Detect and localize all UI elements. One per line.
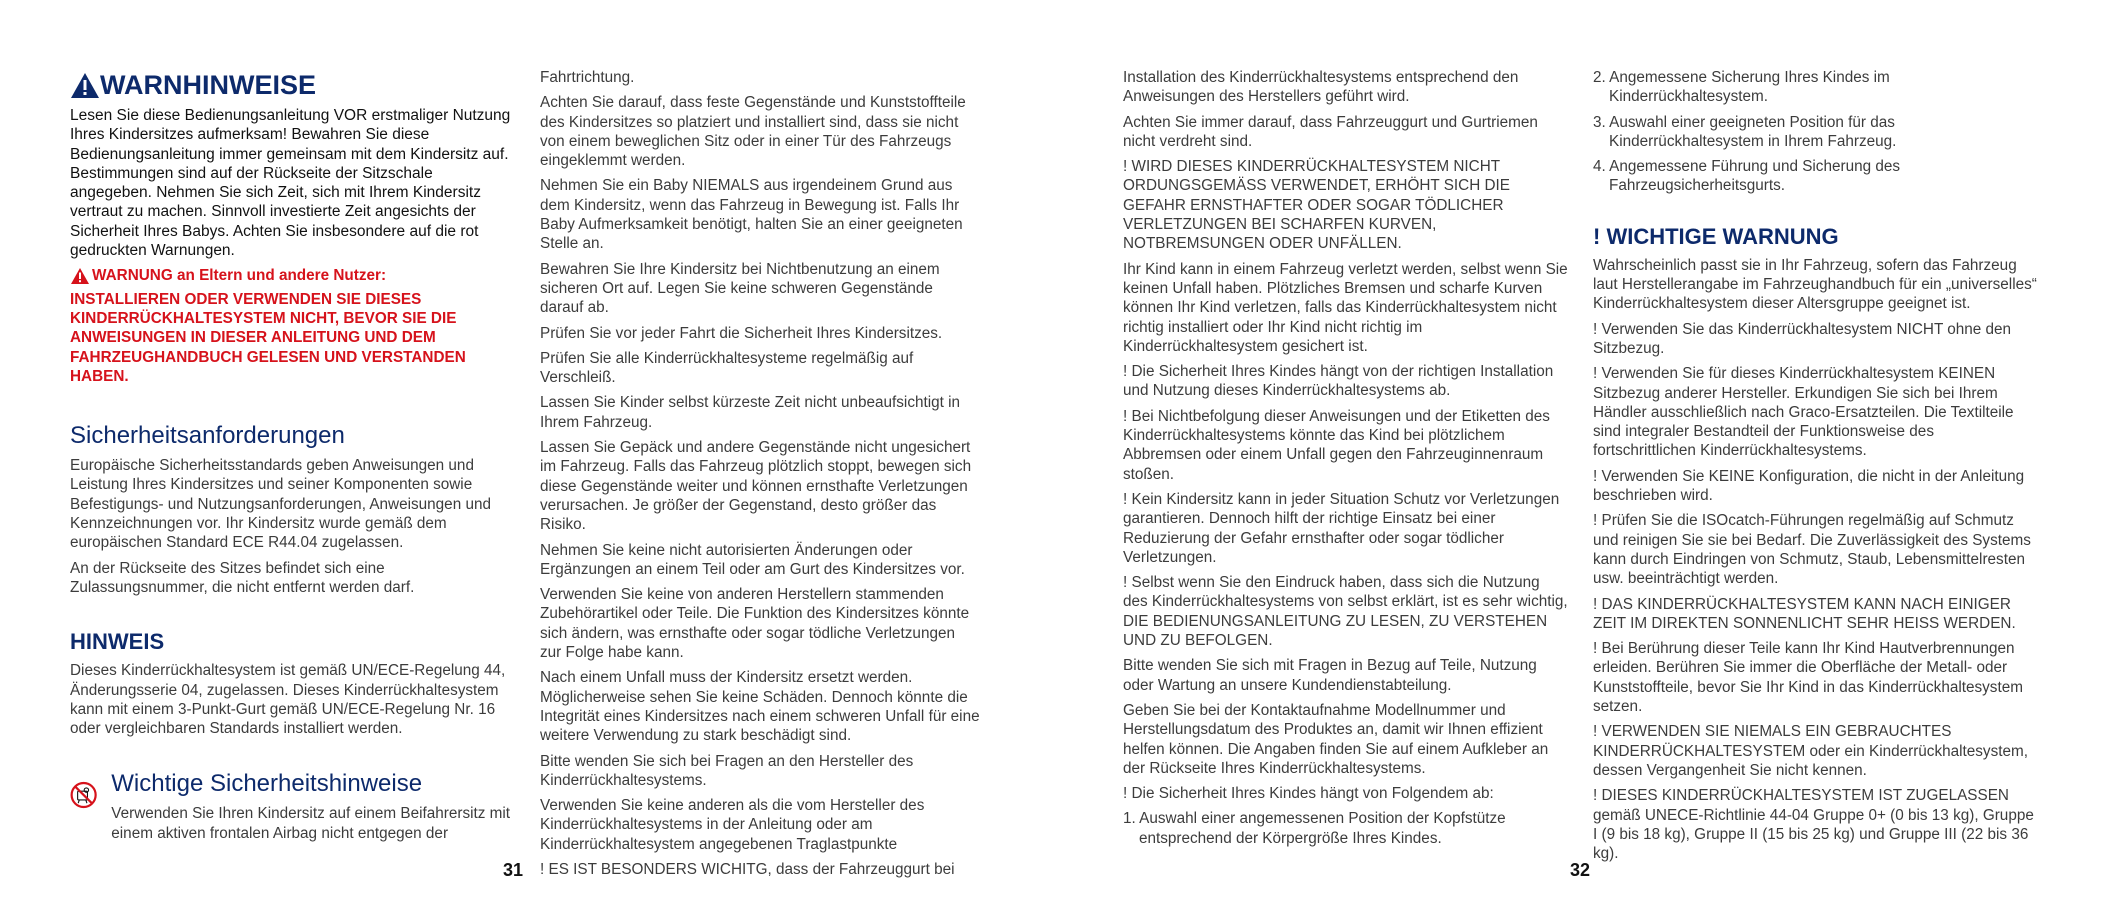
sicherheit-paragraph-1: Europäische Sicherheitsstandards geben Anweisungen und Leistung Ihres Kindersitzes und seiner Komponenten sowie Befestigungs- und Nutzungsanforderungen, Anweisungen und Kennzeichnungen vor. Ihr Kindersitz wurde gemäß dem europäischen Standard ECE R44.04 zugelassen. — [70, 457, 491, 552]
paragraph: Lassen Sie Kinder selbst kürzeste Zeit nicht unbeaufsichtigt in Ihrem Fahrzeug. — [540, 394, 961, 431]
wichtige-warnung-heading: ! WICHTIGE WARNUNG — [1593, 223, 1839, 249]
paragraph: ! Bei Nichtbefolgung dieser Anweisungen und der Etiketten des Kinderrückhaltesystems könnte das Kind bei plötzlichem Abbremsen oder einem Unfall gegen den Fahrzeuginnenraum stoßen. — [1123, 407, 1550, 483]
paragraph: Nach einem Unfall muss der Kindersitz ersetzt werden. Möglicherweise sehen Sie keine Schäden. Dennoch könnte die Integrität eines Kindersitzes nach einem schweren Unfall für eine weitere Verwendung zu stark beschädigt sind. — [540, 669, 980, 745]
paragraph: Wahrscheinlich passt sie in Ihr Fahrzeug, sofern das Fahrzeug laut Herstellerangabe im Fahrzeughandbuch für ein „universelles“ Kinderrückhaltesystem dieser Altersgruppe geeignet ist. — [1593, 256, 2037, 313]
page-number-right: 32 — [1570, 860, 1591, 880]
no-airbag-icon — [70, 770, 97, 820]
wichtige-paragraph: Verwenden Sie Ihren Kindersitz auf einem Beifahrersitz mit einem aktiven frontalen Airbag nicht entgegen der — [111, 805, 511, 842]
list-item: 3. Auswahl einer geeigneten Position für das Kinderrückhaltesystem in Ihrem Fahrzeug. — [1593, 113, 1897, 150]
paragraph: Ihr Kind kann in einem Fahrzeug verletzt werden, selbst wenn Sie keinen Unfall haben. Plötzliches Bremsen und scharfe Kurven können Ihr Kind verletzen, falls das Kinderrückhaltesystem nicht richtig installiert oder Ihr Kind nicht richtig im Kinderrückhaltesystem gesichert ist. — [1123, 260, 1568, 355]
paragraph: ! Verwenden Sie KEINE Konfiguration, die nicht in der Anleitung beschrieben wird. — [1593, 467, 2025, 505]
paragraph: Achten Sie immer darauf, dass Fahrzeuggurt und Gurtriemen nicht verdreht sind. — [1123, 113, 1538, 150]
hinweis-heading: HINWEIS — [70, 629, 165, 655]
warnhinweise-heading: WARNHINWEISE — [70, 70, 515, 100]
paragraph: ! WIRD DIESES KINDERRÜCKHALTESYSTEM NICHT ORDUNGSGEMÄSS VERWENDET, ERHÖHT SICH DIE GEFAHR ERNSTHAFTER ODER SOGAR TÖDLICHER VERLETZUNGEN BEI SCHARFEN KURVEN, NOTBREMSUNGEN ODER UNFÄLLEN. — [1123, 158, 1511, 253]
paragraph: Nehmen Sie keine nicht autorisierten Änderungen oder Ergänzungen an einem Teil oder am Gurt des Kindersitzes vor. — [540, 541, 965, 578]
paragraph: ! Verwenden Sie für dieses Kinderrückhaltesystem KEINEN Sitzbezug anderer Hersteller. Erkundigen Sie sich bei Ihrem Händler ausschließlich nach Graco-Ersatzteilen. Die Textilteile sind integraler Bestandteil der Funktionsweise des fortschrittlichen Kinderrückhaltesystems. — [1593, 365, 2014, 460]
wichtige-section — [70, 770, 515, 849]
intro-text: Lesen Sie diese Bedienungsanleitung VOR erstmaliger Nutzung Ihres Kindersitzes aufmerksam! Bewahren Sie diese Bedienungsanleitung immer gemeinsam mit dem Kindersitz auf. Bestimmungen sind auf der Rückseite der Sitzschale angegeben. Nehmen Sie sich Zeit, sich mit Ihrem Kindersitz vertraut zu machen. Sinnvoll investierte Zeit angesichts der Sicherheit Ihres Babys. Achten Sie insbesondere auf die rot gedruckten Warnungen. — [70, 107, 511, 260]
paragraph: ! ES IST BESONDERS WICHITG, dass der Fahrzeuggurt bei — [540, 860, 955, 878]
paragraph: Nehmen Sie ein Baby NIEMALS aus irgendeinem Grund aus dem Kindersitz, wenn das Fahrzeug in Bewegung ist. Falls Ihr Baby Aufmerksamkeit benötigt, halten Sie an einer geeigneten Stelle an. — [540, 177, 963, 253]
paragraph: ! Selbst wenn Sie den Eindruck haben, dass sich die Nutzung des Kinderrückhaltesystems von selbst erklärt, ist es sehr wichtig, DIE BEDIENUNGSANLEITUNG ZU LESEN, ZU VERSTEHEN UND ZU BEFOLGEN. — [1123, 574, 1568, 650]
paragraph: Prüfen Sie vor jeder Fahrt die Sicherheit Ihres Kindersitzes. — [540, 324, 943, 342]
warning-heading: WARNUNG an Eltern und andere Nutzer: — [70, 266, 515, 285]
paragraph: ! Kein Kindersitz kann in jeder Situation Schutz vor Verletzungen garantieren. Dennoch hilft der richtige Einsatz bei einer Reduzierung der Gefahr ernsthafter oder sogar tödlicher Verletzungen. — [1123, 490, 1560, 566]
paragraph: ! DAS KINDERRÜCKHALTESYSTEM KANN NACH EINIGER ZEIT IM DIREKTEN SONNENLICHT SEHR HEISS WERDEN. — [1593, 595, 2016, 632]
paragraph: Bitte wenden Sie sich mit Fragen in Bezug auf Teile, Nutzung oder Wartung an unsere Kundendienstabteilung. — [1123, 657, 1537, 694]
page-number-left: 31 — [503, 860, 524, 880]
column-1 — [70, 68, 515, 849]
paragraph: ! Bei Berührung dieser Teile kann Ihr Kind Hautverbrennungen erleiden. Berühren Sie immer die Oberfläche der Metall- oder Kunststoffteile, bevor Sie Ihr Kind in das Kinderrückhaltesystem setzen. — [1593, 640, 2023, 716]
paragraph: ! VERWENDEN SIE NIEMALS EIN GEBRAUCHTES KINDERRÜCKHALTESYSTEM oder ein Kinderrückhaltesystem, dessen Vergangenheit Sie nicht kennen. — [1593, 723, 2028, 779]
paragraph: Bitte wenden Sie sich bei Fragen an den Hersteller des Kinderrückhaltesystems. — [540, 752, 914, 789]
list-item: 4. Angemessene Führung und Sicherung des Fahrzeugsicherheitsgurts. — [1593, 158, 1900, 195]
paragraph: Achten Sie darauf, dass feste Gegenstände und Kunststoffteile des Kindersitzes so platziert und installiert sind, dass sie nicht von einem beweglichen Sitz oder in einer Tür des Fahrzeugs eingeklemmt werden. — [540, 94, 966, 170]
column-4 — [1593, 68, 2038, 869]
paragraph: Lassen Sie Gepäck und andere Gegenstände nicht ungesichert im Fahrzeug. Falls das Fahrzeug plötzlich stoppt, bewegen sich diese Gegenstände weiter und können ernsthafte Verletzungen verursachen. Je größer der Gegenstand, desto größer das Risiko. — [540, 439, 972, 534]
paragraph: ! DIESES KINDERRÜCKHALTESYSTEM IST ZUGELASSEN gemäß UNECE-Richtlinie 44-04 Gruppe 0+ (0 bis 13 kg), Gruppe I (9 bis 18 kg), Gruppe II (15 bis 25 kg) und Gruppe III (22 bis 36 kg). — [1593, 787, 2034, 863]
warning-body: INSTALLIEREN ODER VERWENDEN SIE DIESES KINDERRÜCKHALTESYSTEM NICHT, BEVOR SIE DIE ANWEISUNGEN IN DIESER ANLEITUNG UND DEM FAHRZEUGHANDBUCH GELESEN UND VERSTANDEN HABEN. — [70, 290, 466, 385]
sicherheit-heading: Sicherheitsanforderungen — [70, 422, 345, 450]
paragraph: Fahrtrichtung. — [540, 69, 635, 86]
paragraph: Verwenden Sie keine anderen als die vom Hersteller des Kinderrückhaltesystems in der Anleitung oder am Kinderrückhaltesystem angegebenen Traglastpunkte — [540, 797, 925, 853]
paragraph: ! Die Sicherheit Ihres Kindes hängt von Folgendem ab: — [1123, 785, 1494, 803]
wichtige-heading: Wichtige Sicherheitshinweise — [111, 770, 423, 798]
paragraph: Prüfen Sie alle Kinderrückhaltesysteme regelmäßig auf Verschleiß. — [540, 349, 914, 387]
column-3 — [1123, 68, 1568, 854]
paragraph: Installation des Kinderrückhaltesystems entsprechend den Anweisungen des Herstellers geführt wird. — [1123, 69, 1519, 106]
list-item: 1. Auswahl einer angemessenen Position der Kopfstütze entsprechend der Körpergröße Ihres Kindes. — [1123, 810, 1506, 847]
paragraph: ! Verwenden Sie das Kinderrückhaltesystem NICHT ohne den Sitzbezug. — [1593, 320, 2012, 357]
warning-triangle-red-icon — [70, 267, 90, 285]
paragraph: ! Die Sicherheit Ihres Kindes hängt von der richtigen Installation und Nutzung dieses Kinderrückhaltesystems ab. — [1123, 363, 1554, 400]
warning-triangle-icon — [70, 72, 100, 99]
sicherheit-paragraph-2: An der Rückseite des Sitzes befindet sich eine Zulassungsnummer, die nicht entfernt werden darf. — [70, 559, 415, 596]
paragraph: Bewahren Sie Ihre Kindersitz bei Nichtbenutzung an einem sicheren Ort auf. Legen Sie keine schweren Gegenstände darauf ab. — [540, 260, 940, 317]
list-item: 2. Angemessene Sicherung Ihres Kindes im Kinderrückhaltesystem. — [1593, 69, 1890, 106]
paragraph: Verwenden Sie keine von anderen Herstellern stammenden Zubehörartikel oder Teile. Die Funktion des Kindersitzes könnte sich ändern, was ernsthafte oder sogar tödliche Verletzungen zur Folge habe kann. — [540, 586, 970, 662]
paragraph: Geben Sie bei der Kontaktaufnahme Modellnummer und Herstellungsdatum des Produktes an, damit wir Ihnen effizient helfen können. Die Angaben finden Sie auf einem Aufkleber an der Rückseite Ihres Kinderrückhaltesystems. — [1123, 701, 1549, 777]
column-2 — [540, 68, 980, 885]
paragraph: ! Prüfen Sie die ISOcatch-Führungen regelmäßig auf Schmutz und reinigen Sie sie bei Bedarf. Die Zuverlässigkeit des Systems kann durch Eindringen von Schmutz, Staub, Lebensmittelresten usw. beeinträchtigt werden. — [1593, 512, 2031, 588]
hinweis-paragraph: Dieses Kinderrückhaltesystem ist gemäß UN/ECE-Regelung 44, Änderungsserie 04, zugelassen. Dieses Kinderrückhaltesystem kann mit einem 3-Punkt-Gurt gemäß UN/ECE-Regelung Nr. 16 oder vergleichbaren Standards installiert werden. — [70, 662, 506, 738]
